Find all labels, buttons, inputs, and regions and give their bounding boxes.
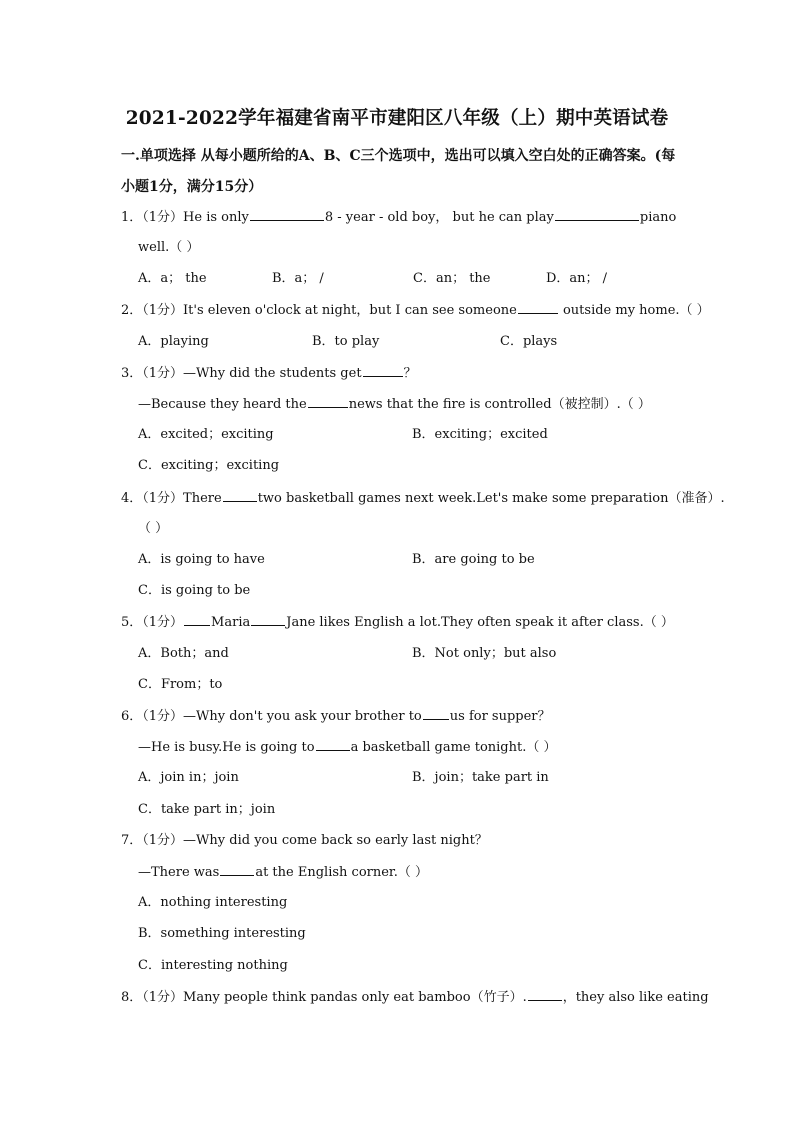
option-b: B．to play [312,334,380,349]
option-a: A．excited；exciting [138,427,274,442]
answer-blank [223,489,257,502]
answer-blank [184,613,210,626]
option-a: A．join in；join [138,770,239,785]
option-c: C．take part in；join [138,802,276,817]
option-c: C．exciting；exciting [138,458,280,473]
option-c: C．plays [500,334,558,349]
option-b: B．exciting；excited [412,427,548,442]
answer-blank [316,738,350,751]
option-c: C．is going to be [138,583,251,598]
answer-blank [518,301,558,314]
question-6: 6．（1分）—Why don't you ask your brother to us for supper？ [121,709,551,724]
question-1-continuation: well.（ ） [138,240,200,255]
option-b: B．a； / [272,271,324,286]
question-4: 4．（1分）There two basketball games next week.Let's make some preparation（准备）. [121,491,725,506]
question-5: 5．（1分） Maria Jane likes English a lot.They often speak it after class.（ ） [121,615,674,630]
section-instruction-line2: 小题1分，满分15分） [121,179,263,195]
option-b: B．something interesting [138,926,306,941]
option-a: A．a； the [138,271,207,286]
option-b: B．Not only；but also [412,646,557,661]
option-c: C．interesting nothing [138,958,288,973]
answer-blank [363,364,403,377]
question-3: 3．（1分）—Why did the students get ？ [121,366,417,381]
question-4-continuation: （ ） [138,521,169,536]
section-instruction-line1: 一.单项选择 从每小题所给的A、B、C三个选项中，选出可以填入空白处的正确答案。(每 [121,148,676,164]
question-1: 1．（1分）He is only 8 - year - old boy， but he can play piano [121,210,677,225]
option-a: A．is going to have [138,552,265,567]
answer-blank [250,208,324,221]
answer-blank [251,613,285,626]
answer-blank [423,707,449,720]
option-a: A．Both；and [138,646,229,661]
option-d: D．an； / [546,271,608,286]
option-c: C．From；to [138,677,223,692]
question-7: 7．（1分）—Why did you come back so early last night？ [121,833,488,848]
answer-blank [220,863,254,876]
question-2: 2．（1分）It's eleven o'clock at night，but I can see someone outside my home.（ ） [121,303,710,318]
answer-blank [555,208,639,221]
option-c: C．an； the [413,271,491,286]
question-3-continuation: —Because they heard the news that the fire is controlled（被控制）.（ ） [138,397,651,412]
page-title: 2021-2022学年福建省南平市建阳区八年级（上）期中英语试卷 [125,108,669,129]
answer-blank [308,395,348,408]
question-8: 8．（1分）Many people think pandas only eat bamboo（竹子）. ，they also like eating [121,990,709,1005]
option-b: B．are going to be [412,552,535,567]
option-b: B．join；take part in [412,770,549,785]
option-a: A．nothing interesting [138,895,288,910]
option-a: A．playing [138,334,209,349]
question-6-continuation: —He is busy.He is going to a basketball game tonight.（ ） [138,740,557,755]
answer-blank [528,988,562,1001]
question-7-continuation: —There was at the English corner.（ ） [138,865,428,880]
